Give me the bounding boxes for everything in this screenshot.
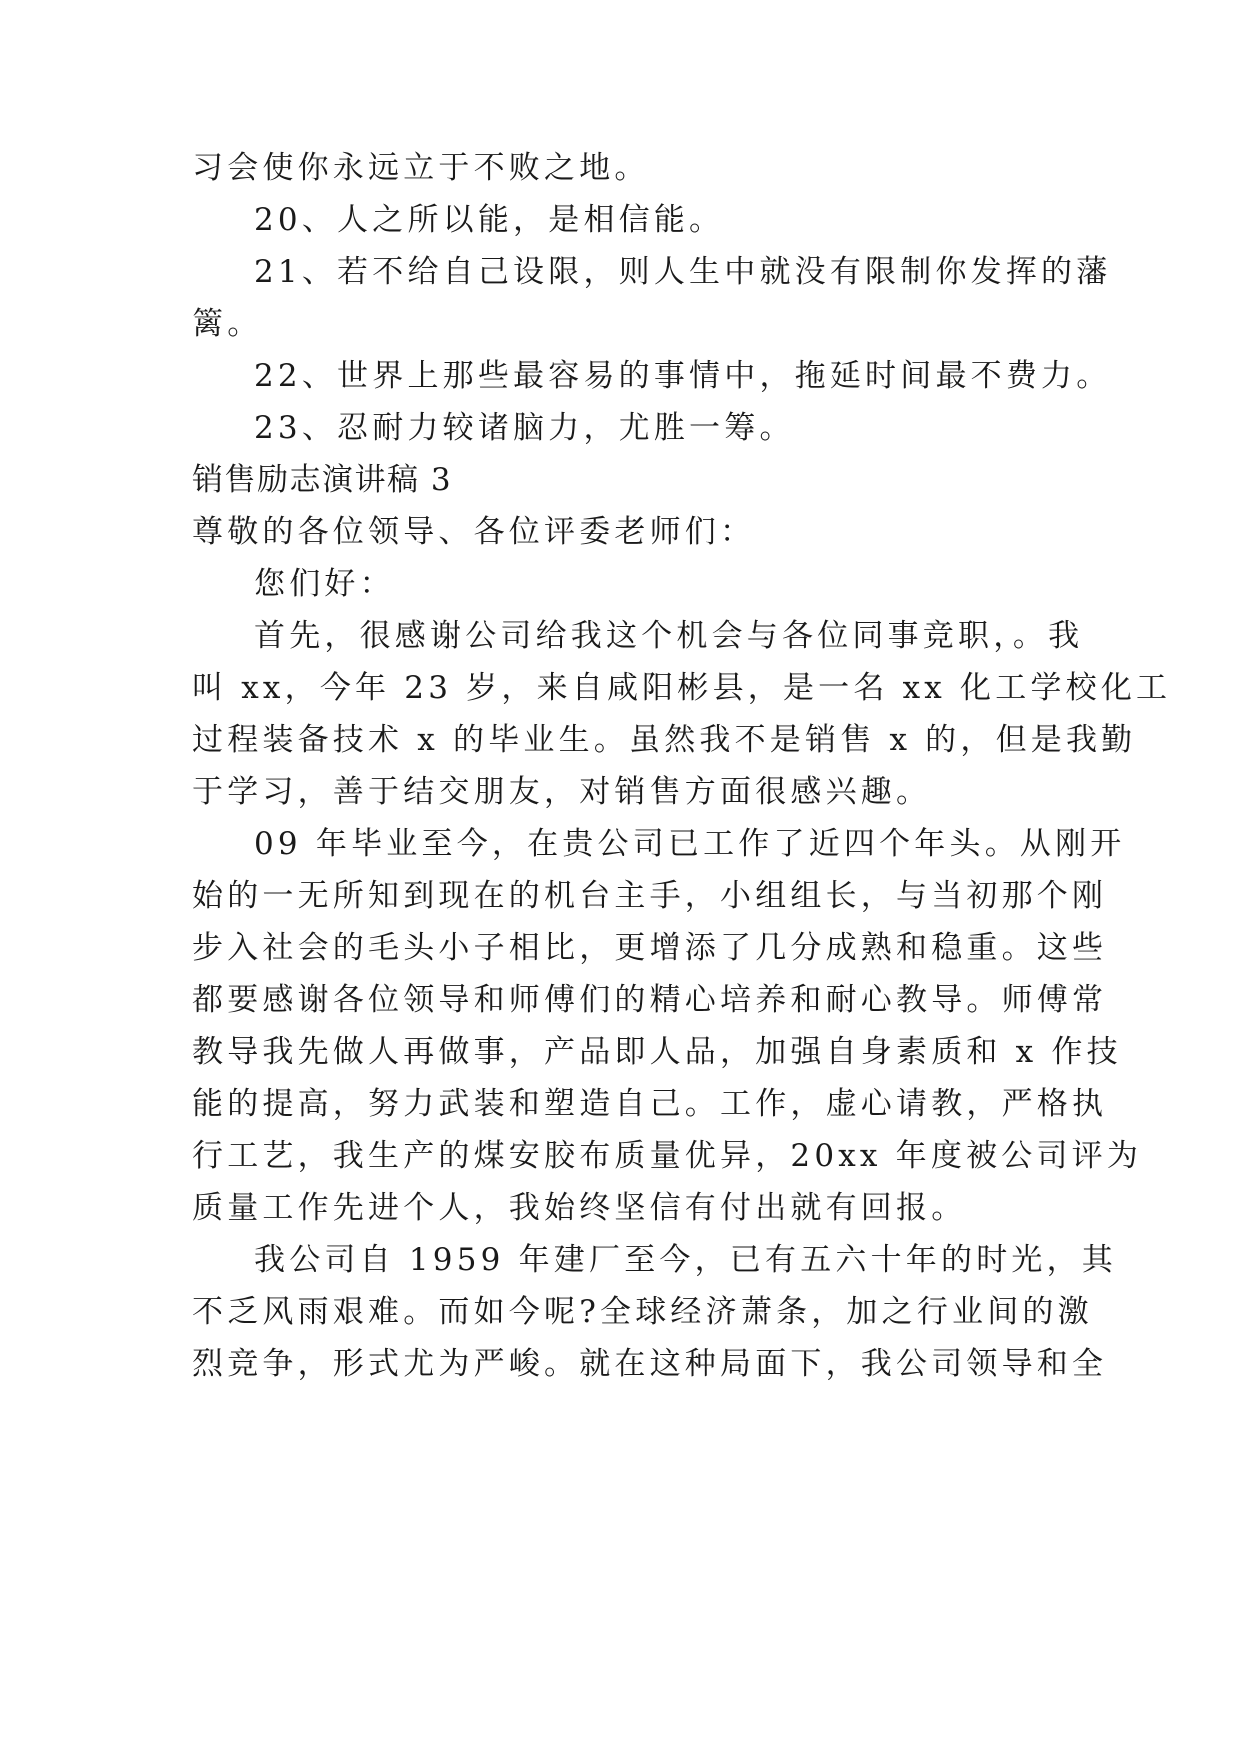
text-line: 过程装备技术 x 的毕业生。虽然我不是销售 x 的，但是我勤 [192,722,1137,758]
text-line: 09 年毕业至今，在贵公司已工作了近四个年头。从刚开 [254,826,1126,862]
text-line: 教导我先做人再做事，产品即人品，加强自身素质和 x 作技 [192,1034,1122,1070]
text-line: 行工艺，我生产的煤安胶布质量优异，20xx 年度被公司评为 [192,1138,1143,1174]
text-line: 不乏风雨艰难。而如今呢?全球经济萧条，加之行业间的激 [192,1294,1093,1330]
text-line: 都要感谢各位领导和师傅们的精心培养和耐心教导。师傅常 [192,982,1108,1018]
text-line: 20、人之所以能，是相信能。 [254,202,725,238]
text-line: 篱。 [192,306,263,342]
text-line: 22、世界上那些最容易的事情中，拖延时间最不费力。 [254,358,1112,394]
text-line: 23、忍耐力较诸脑力，尤胜一筹。 [254,410,795,446]
text-line: 步入社会的毛头小子相比，更增添了几分成熟和稳重。这些 [192,930,1108,966]
text-line: 于学习，善于结交朋友，对销售方面很感兴趣。 [192,774,932,810]
salutation: 尊敬的各位领导、各位评委老师们： [192,514,756,550]
text-line: 烈竞争，形式尤为严峻。就在这种局面下，我公司领导和全 [192,1346,1108,1382]
text-line: 叫 xx，今年 23 岁，来自咸阳彬县，是一名 xx 化工学校化工 [192,670,1172,706]
text-line: 我公司自 1959 年建厂至今，已有五六十年的时光，其 [254,1242,1117,1278]
text-line: 质量工作先进个人，我始终坚信有付出就有回报。 [192,1190,967,1226]
text-line: 首先，很感谢公司给我这个机会与各位同事竞职，。我 [254,618,1084,654]
greeting: 您们好： [254,566,395,602]
text-line: 能的提高，努力武装和塑造自己。工作，虚心请教，严格执 [192,1086,1108,1122]
section-heading: 销售励志演讲稿 3 [192,462,453,498]
text-line: 21、若不给自己设限，则人生中就没有限制你发挥的藩 [254,254,1112,290]
text-line: 习会使你永远立于不败之地。 [192,150,650,186]
text-line: 始的一无所知到现在的机台主手，小组组长，与当初那个刚 [192,878,1108,914]
